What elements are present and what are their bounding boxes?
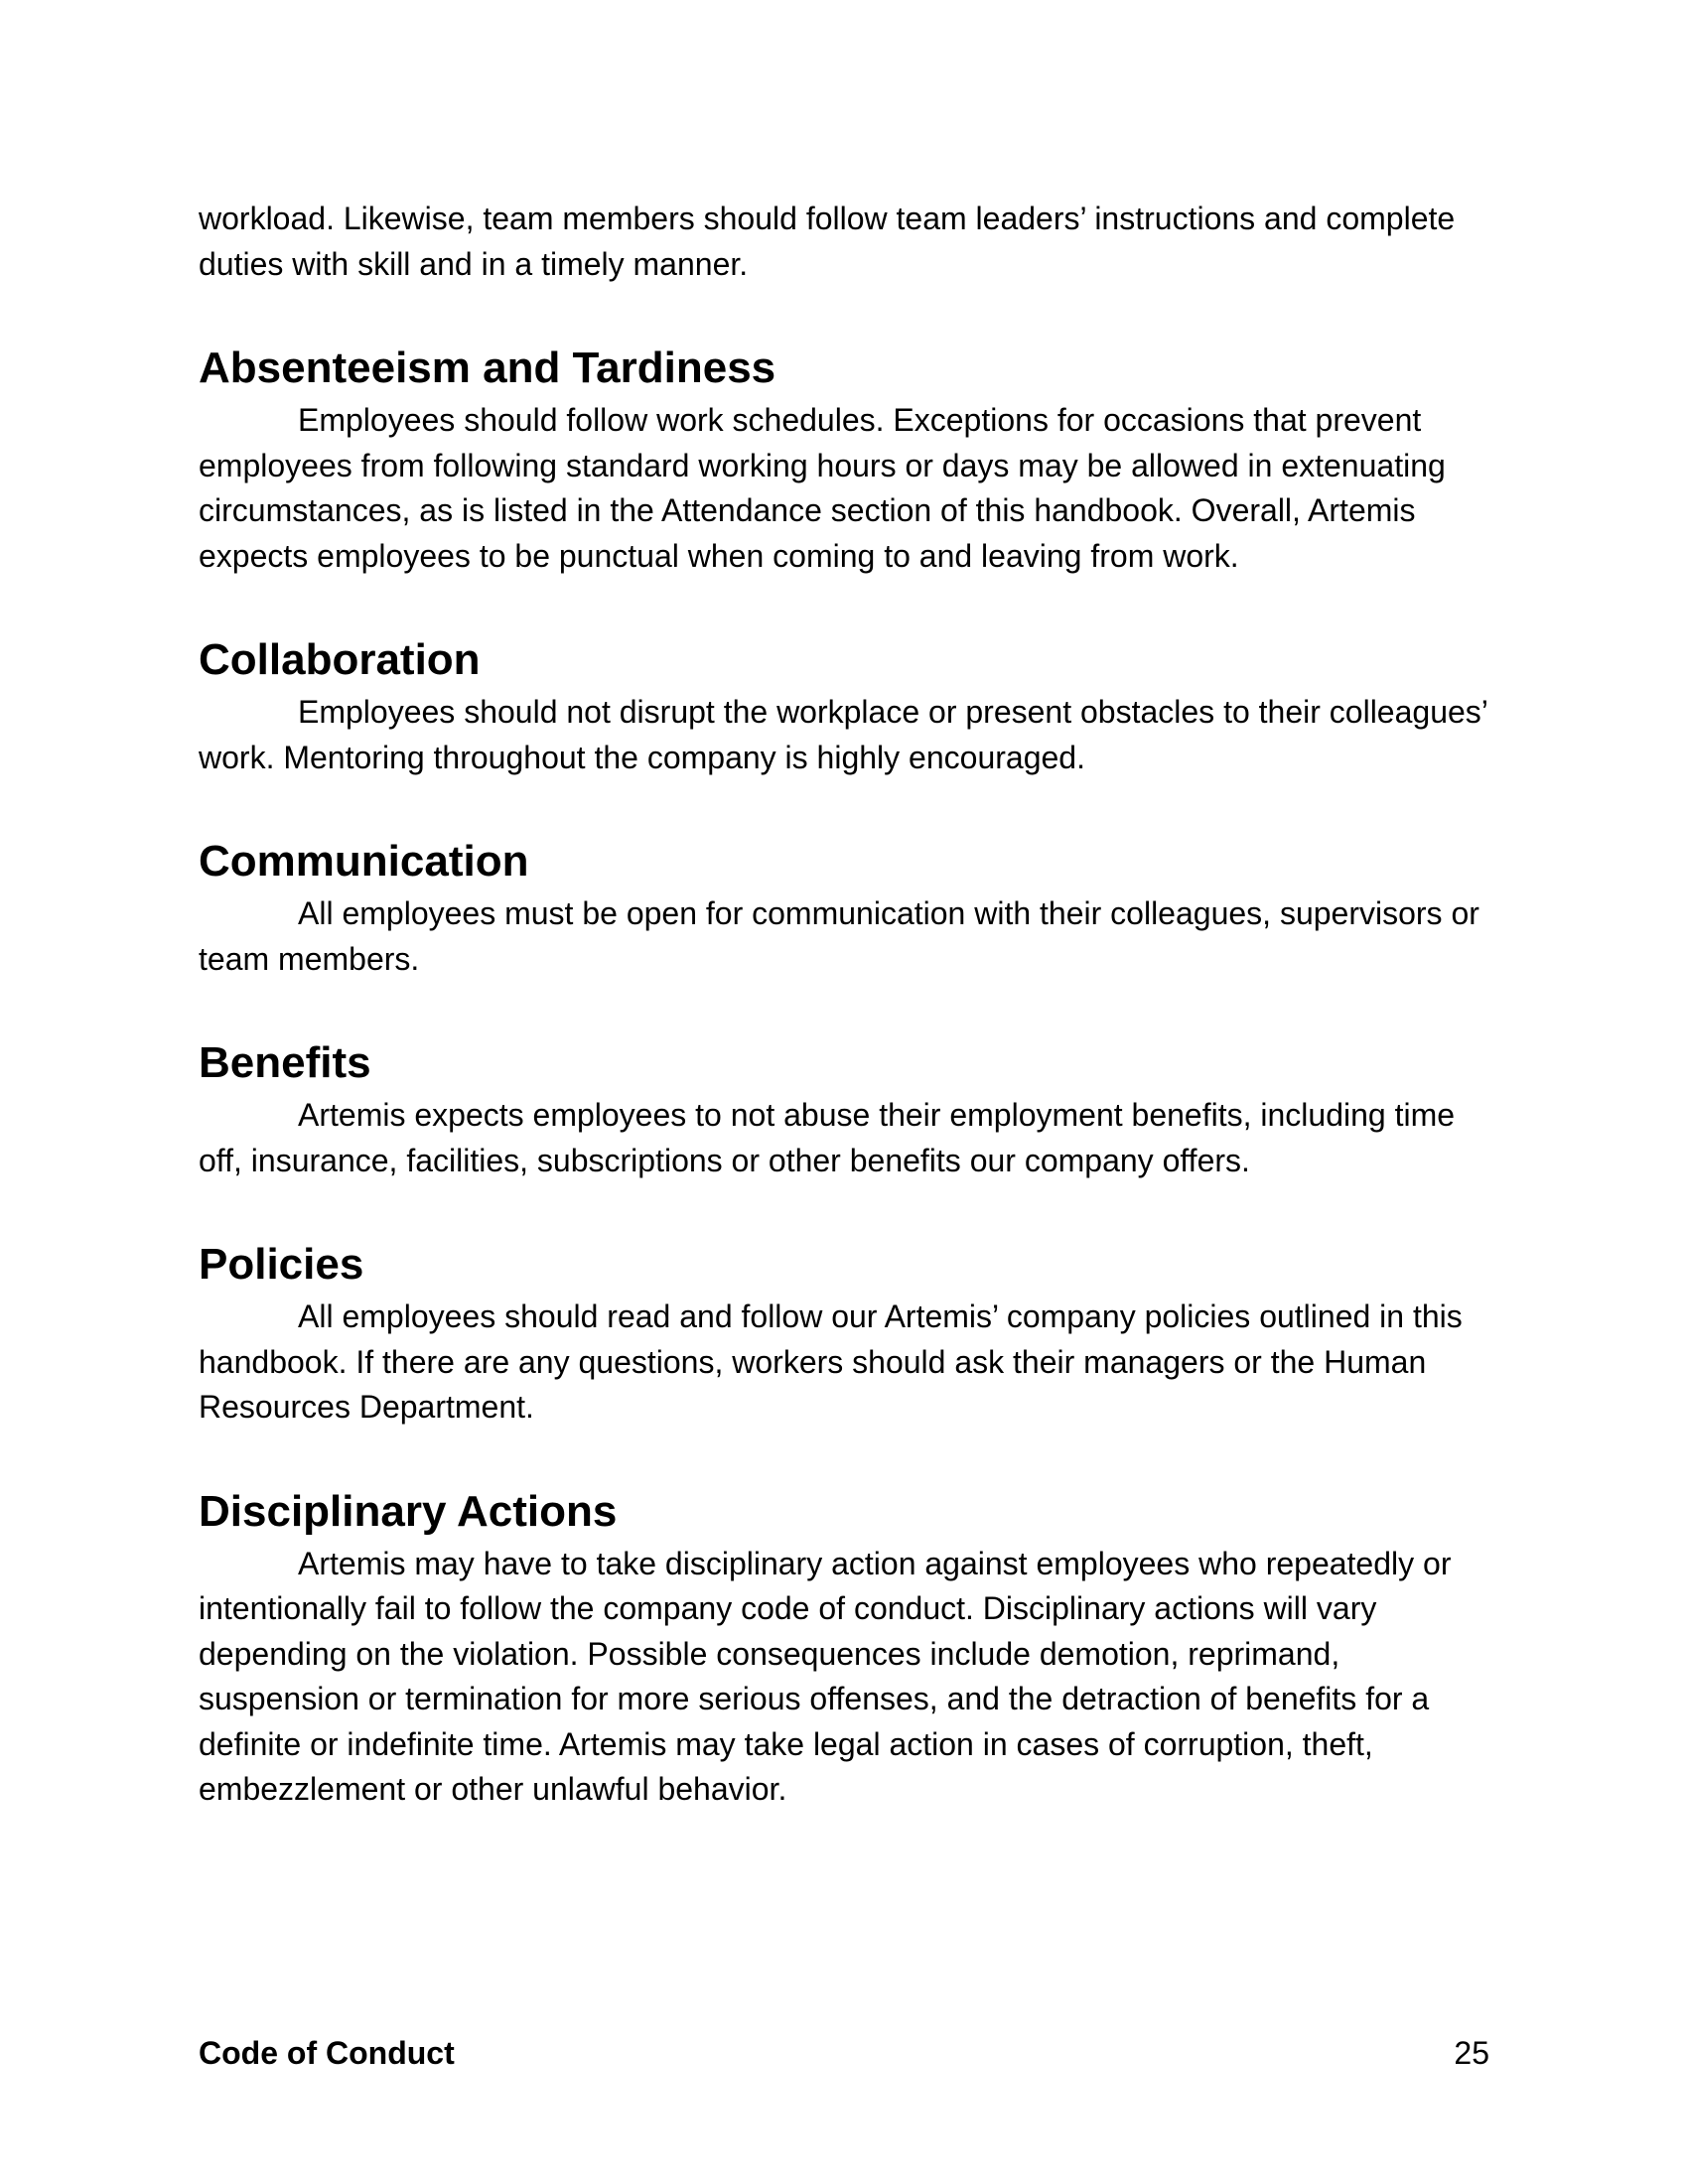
- section-body: All employees should read and follow our Artemis’ company policies outlined in this handbook. If there are any questions, workers should ask their managers or the Human Resources Department.: [199, 1298, 1463, 1425]
- section-body: Artemis expects employees to not abuse their employment benefits, including time off, insurance, facilities, subscriptions or other benefits our company offers.: [199, 1097, 1456, 1178]
- section-communication: [199, 832, 1489, 982]
- section-body: Employees should follow work schedules. Exceptions for occasions that prevent employees from following standard working hours or days may be allowed in extenuating circumstances, as is listed in the Attendance section of this handbook. Overall, Artemis expects employees to be punctual when coming to and leaving from work.: [199, 402, 1446, 574]
- section-benefits: [199, 1033, 1489, 1183]
- section-policies: [199, 1235, 1489, 1431]
- section-body: Employees should not disrupt the workplace or present obstacles to their colleagues’ work. Mentoring throughout the company is highly encouraged.: [199, 694, 1487, 775]
- section-heading: Collaboration: [199, 635, 481, 684]
- section-heading: Disciplinary Actions: [199, 1486, 618, 1536]
- section-heading: Benefits: [199, 1038, 371, 1087]
- section-heading: Absenteeism and Tardiness: [199, 343, 776, 392]
- section-collaboration: [199, 630, 1489, 780]
- section-heading: Communication: [199, 837, 529, 886]
- section-body: All employees must be open for communication with their colleagues, supervisors or team members.: [199, 895, 1479, 977]
- section-body: Artemis may have to take disciplinary action against employees who repeatedly or intentionally fail to follow the company code of conduct. Disciplinary actions will vary depending on the violation. Possible consequences include demotion, reprimand, suspension or termination for more serious offenses, and the detraction of benefits for a definite or indefinite time. Artemis may take legal action in cases of corruption, theft, embezzlement or other unlawful behavior.: [199, 1545, 1452, 1807]
- page-number: 25: [1454, 2035, 1489, 2071]
- section-heading: Policies: [199, 1240, 364, 1289]
- section-disciplinary-actions: [199, 1482, 1489, 1813]
- footer-title: Code of Conduct: [199, 2035, 455, 2071]
- intro-paragraph: workload. Likewise, team members should follow team leaders’ instructions and complete duties with skill and in a timely manner.: [199, 201, 1456, 282]
- document-page: [199, 197, 1489, 1813]
- section-absenteeism-and-tardiness: [199, 339, 1489, 579]
